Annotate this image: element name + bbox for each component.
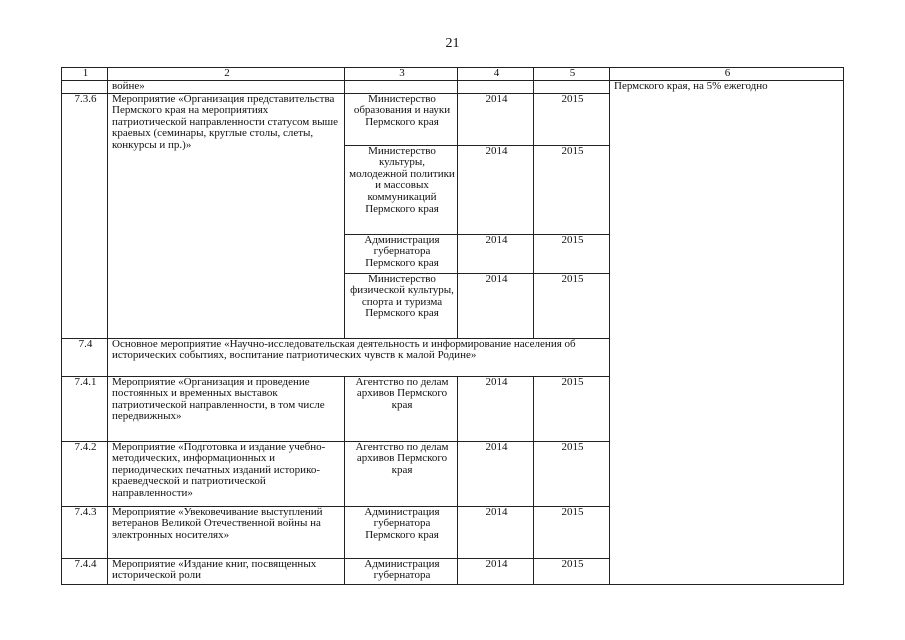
cell-num: 7.4.3 — [62, 506, 108, 558]
program-events-table — [61, 67, 844, 585]
cell-end — [534, 81, 610, 94]
cell-num: 7.4.4 — [62, 558, 108, 584]
cell-end: 2015 — [534, 93, 610, 145]
header-col-4: 4 — [458, 68, 534, 81]
cell-end: 2015 — [534, 273, 610, 338]
cell-end: 2015 — [534, 145, 610, 234]
cell-start: 2014 — [458, 234, 534, 273]
cell-end: 2015 — [534, 558, 610, 584]
cell-start: 2014 — [458, 93, 534, 145]
header-col-1: 1 — [62, 68, 108, 81]
cell-num: 7.3.6 — [62, 93, 108, 338]
cell-start — [458, 81, 534, 94]
header-col-2: 2 — [108, 68, 345, 81]
cell-executor: Агентство по делам архивов Пермского края — [345, 441, 458, 506]
cell-end: 2015 — [534, 234, 610, 273]
cell-name: Мероприятие «Увековечивание выступлений ветеранов Великой Отечественной войны на электронных носителях» — [108, 506, 345, 558]
cell-end: 2015 — [534, 506, 610, 558]
cell-num: 7.4.1 — [62, 376, 108, 441]
cell-num: 7.4 — [62, 338, 108, 376]
cell-num — [62, 81, 108, 94]
header-row — [62, 68, 844, 81]
cell-end: 2015 — [534, 376, 610, 441]
cell-name: Мероприятие «Подготовка и издание учебно-методических, информационных и периодических печатных изданий историко-краеведческой и патриотической направленности» — [108, 441, 345, 506]
cell-start: 2014 — [458, 558, 534, 584]
cell-start: 2014 — [458, 441, 534, 506]
table-row — [62, 81, 844, 94]
cell-name: Мероприятие «Организация представительства Пермского края на мероприятиях патриотической направленности статусом выше краевых (семинары, круглые столы, слеты, конкурсы и пр.)» — [108, 93, 345, 338]
cell-indicator: Пермского края, на 5% ежегодно — [610, 81, 844, 585]
cell-start: 2014 — [458, 145, 534, 234]
cell-executor: Министерство образования и науки Пермского края — [345, 93, 458, 145]
cell-name: войне» — [108, 81, 345, 94]
cell-executor: Администрация губернатора — [345, 558, 458, 584]
cell-name: Мероприятие «Организация и проведение постоянных и временных выставок патриотической направленности, в том числе передвижных» — [108, 376, 345, 441]
header-col-6: 6 — [610, 68, 844, 81]
header-col-3: 3 — [345, 68, 458, 81]
cell-executor: Министерство физической культуры, спорта и туризма Пермского края — [345, 273, 458, 338]
cell-executor: Агентство по делам архивов Пермского края — [345, 376, 458, 441]
cell-start: 2014 — [458, 376, 534, 441]
cell-end: 2015 — [534, 441, 610, 506]
page-number: 21 — [445, 36, 460, 51]
cell-name: Основное мероприятие «Научно-исследовательская деятельность и информирование населения об исторических событиях, воспитание патриотических чувств к малой Родине» — [108, 338, 610, 376]
cell-executor: Администрация губернатора Пермского края — [345, 234, 458, 273]
cell-executor — [345, 81, 458, 94]
header-col-5: 5 — [534, 68, 610, 81]
cell-start: 2014 — [458, 273, 534, 338]
cell-start: 2014 — [458, 506, 534, 558]
cell-executor: Министерство культуры, молодежной политики и массовых коммуникаций Пермского края — [345, 145, 458, 234]
cell-executor: Администрация губернатора Пермского края — [345, 506, 458, 558]
cell-num: 7.4.2 — [62, 441, 108, 506]
cell-name: Мероприятие «Издание книг, посвященных исторической роли — [108, 558, 345, 584]
